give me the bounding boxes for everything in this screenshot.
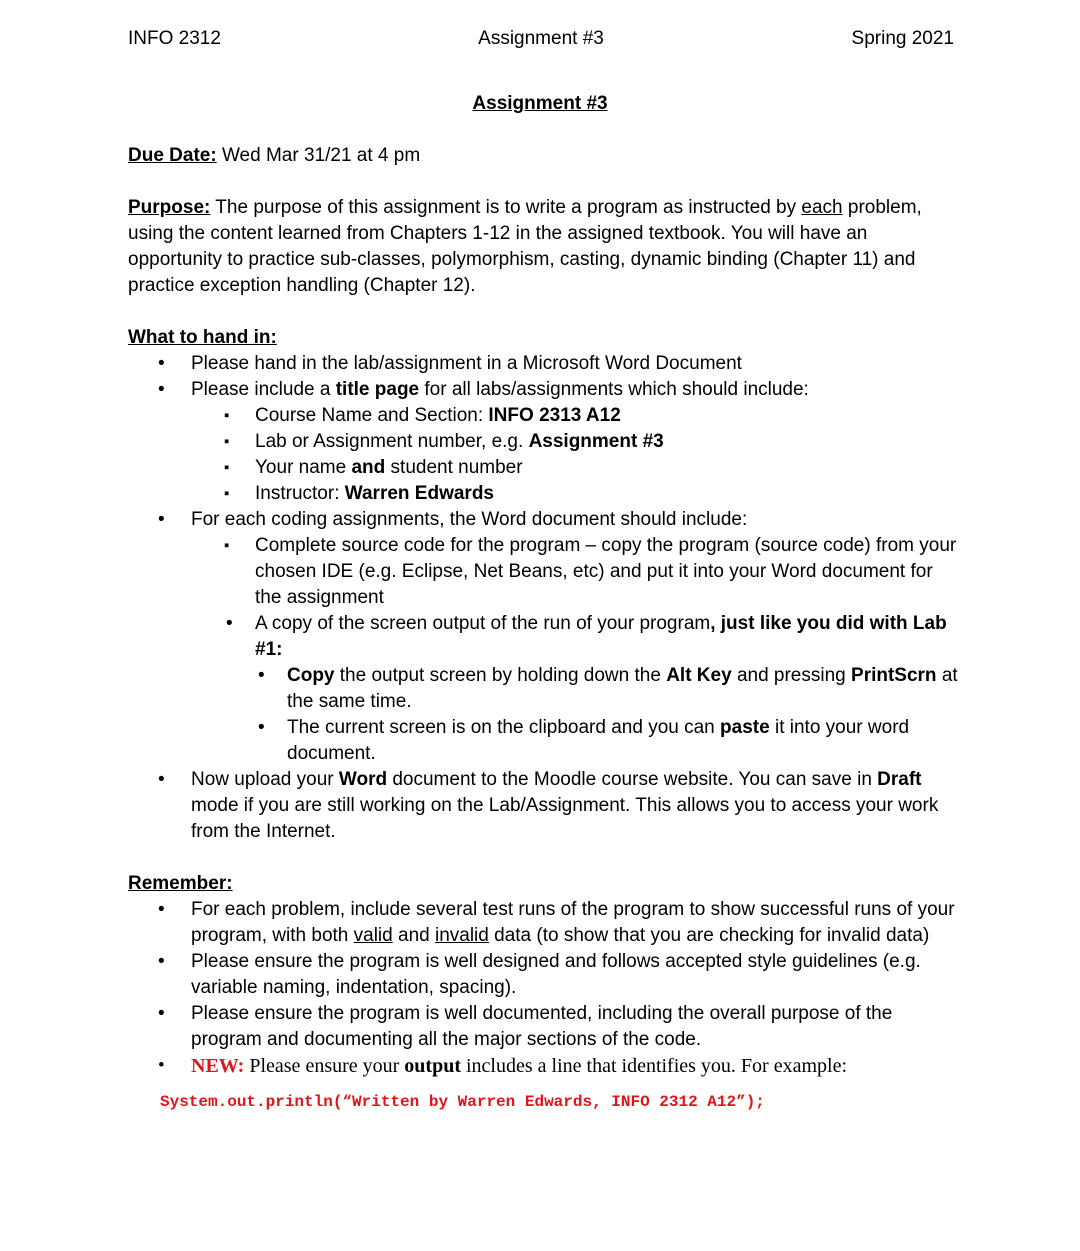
header-course: INFO 2312 bbox=[128, 28, 221, 49]
list-item: • Please hand in the lab/assignment in a Microsoft Word Document bbox=[128, 351, 958, 377]
list-item: ▪ Course Name and Section: INFO 2313 A12 bbox=[128, 403, 958, 429]
remember-heading: Remember: bbox=[128, 873, 233, 894]
list-item: • Please ensure the program is well designed and follows accepted style guidelines (e.g. variable naming, indentation, spacing). bbox=[128, 949, 958, 1001]
header-term: Spring 2021 bbox=[851, 28, 954, 49]
purpose-paragraph: Purpose: The purpose of this assignment is to write a program as instructed by each problem, using the content learned from Chapters 1-12 in the assigned textbook. You will have an opportunity to practice sub-classes, polymorphism, casting, dynamic binding (Chapter 11) and practice exception handling (Chapter 12). bbox=[128, 197, 922, 296]
list-item: ▪ Complete source code for the program – copy the program (source code) from your chosen IDE (e.g. Eclipse, Net Beans, etc) and put it into your Word document for the assignment bbox=[128, 533, 958, 611]
remember-list bbox=[128, 897, 958, 1079]
word-doc-list bbox=[191, 533, 958, 767]
document-body bbox=[128, 143, 958, 1115]
list-item: • Please include a title page for all labs/assignments which should include: ▪ Course Name and Section: INFO 2313 A12 ▪ Lab or Assignment number, e.g. Assignment #3 ▪ Your name and student number ▪ Instructor: Warren Edwards bbox=[128, 377, 958, 507]
list-item: • Please ensure the program is well documented, including the overall purpose of the program and documenting all the major sections of the code. bbox=[128, 1001, 958, 1053]
hand-in-list bbox=[128, 351, 958, 845]
code-example: System.out.println(“Written by Warren Edwards, INFO 2312 A12”); bbox=[160, 1093, 765, 1111]
list-item: ▪ Your name and student number bbox=[128, 455, 958, 481]
list-item: ▪ Instructor: Warren Edwards bbox=[128, 481, 958, 507]
list-item: • NEW: Please ensure your output includes a line that identifies you. For example: bbox=[128, 1053, 958, 1079]
list-item: ▪ Lab or Assignment number, e.g. Assignment #3 bbox=[128, 429, 958, 455]
due-date-value: Wed Mar 31/21 at 4 pm bbox=[221, 145, 421, 166]
purpose-label: Purpose: bbox=[128, 197, 211, 218]
list-item: • Now upload your Word document to the Moodle course website. You can save in Draft mode if you are still working on the Lab/Assignment. This allows you to access your work from the Internet. bbox=[128, 767, 958, 845]
new-badge: NEW: bbox=[191, 1055, 245, 1077]
hand-in-heading: What to hand in: bbox=[128, 327, 277, 348]
screen-output-list bbox=[255, 663, 958, 767]
list-item: • For each coding assignments, the Word document should include: ▪ Complete source code for the program – copy the program (source code) from your chosen IDE (e.g. Eclipse, Net Beans, etc) and put it into your Word document for the assignment • A copy of the screen output of the run of your program, just like you did with Lab #1: • Copy the output screen by holding down the Alt Key and pressing PrintScrn at the same time. • The current screen is on the clipboard and you can paste it into your word document. bbox=[128, 507, 958, 767]
document-title: Assignment #3 bbox=[472, 93, 608, 114]
list-item: • For each problem, include several test runs of the program to show successful runs of your program, with both valid and invalid data (to show that you are checking for invalid data) bbox=[128, 897, 958, 949]
due-date-label: Due Date: bbox=[128, 145, 217, 166]
due-date bbox=[128, 143, 958, 169]
list-item: • A copy of the screen output of the run of your program, just like you did with Lab #1: • Copy the output screen by holding down the Alt Key and pressing PrintScrn at the same time. • The current screen is on the clipboard and you can paste it into your word document. bbox=[128, 611, 958, 767]
page-header bbox=[128, 26, 954, 52]
title-page-list bbox=[191, 403, 958, 507]
list-item: • The current screen is on the clipboard and you can paste it into your word document. bbox=[255, 715, 958, 767]
header-assignment: Assignment #3 bbox=[478, 28, 604, 49]
list-item: • Copy the output screen by holding down the Alt Key and pressing PrintScrn at the same time. bbox=[255, 663, 958, 715]
